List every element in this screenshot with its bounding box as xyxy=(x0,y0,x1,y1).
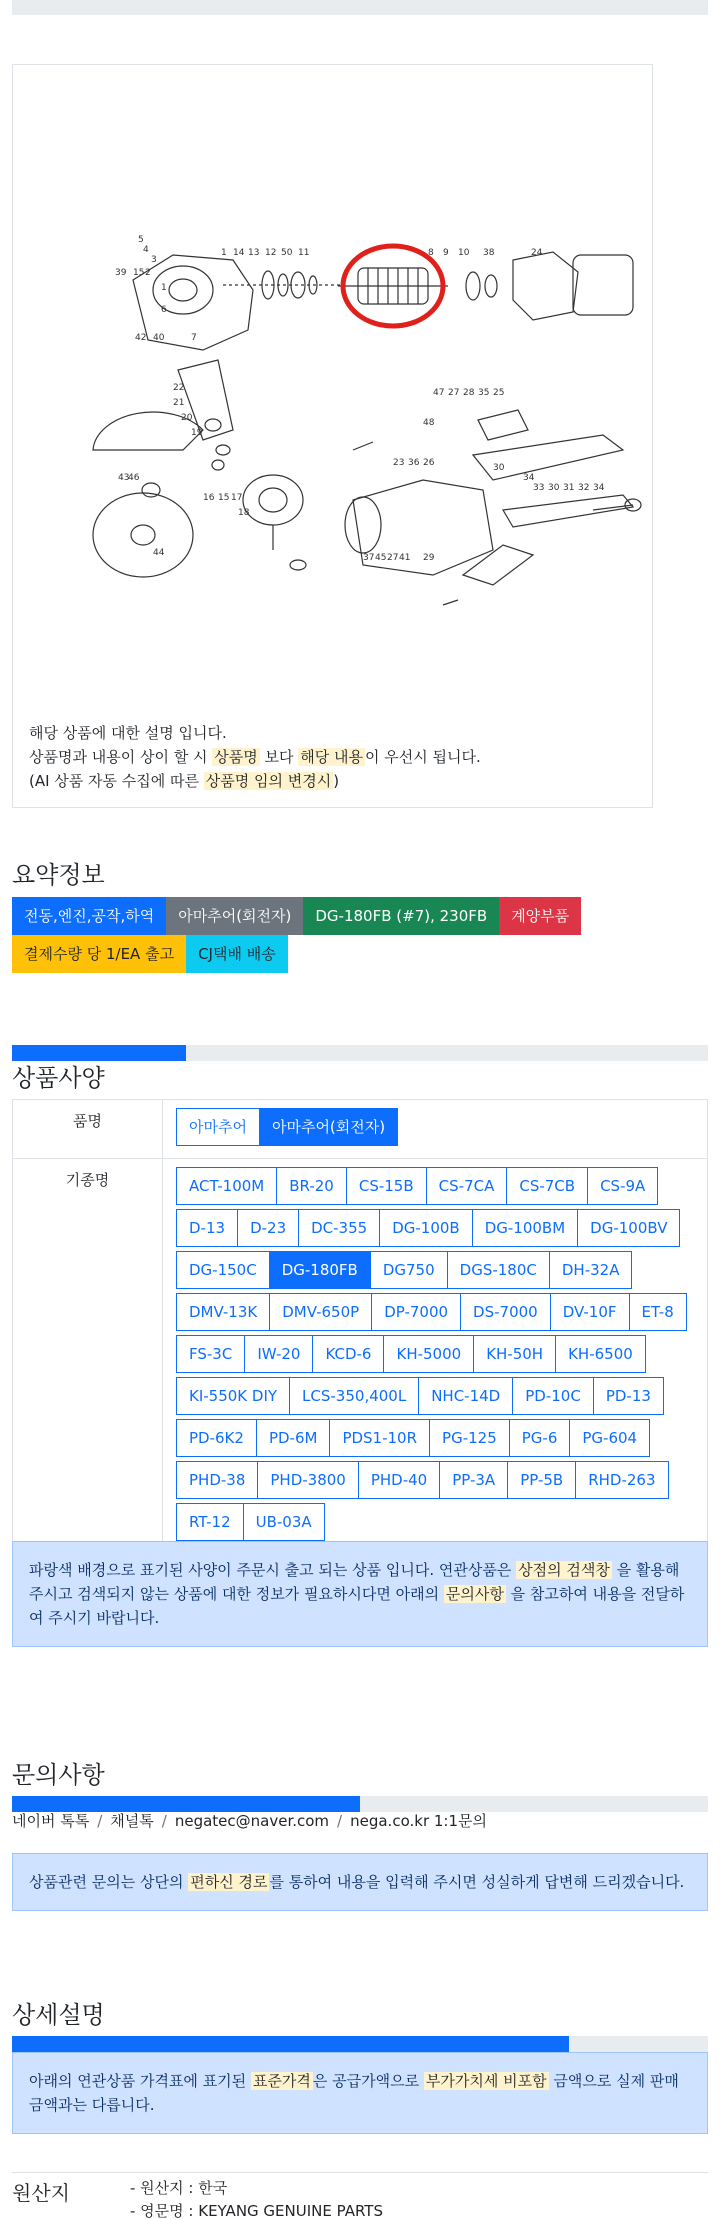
origin-label: 원산지 xyxy=(12,2181,70,2205)
svg-text:37: 37 xyxy=(363,553,375,563)
model-option-button[interactable]: PDS1-10R xyxy=(329,1419,430,1457)
summary-tag: 결제수량 당 1/EA 출고 xyxy=(12,935,186,973)
model-option-button[interactable]: PG-6 xyxy=(509,1419,571,1457)
svg-text:23: 23 xyxy=(393,458,405,468)
summary-title: 요약정보 xyxy=(12,861,105,889)
svg-text:40: 40 xyxy=(153,333,165,343)
summary-tag: 전동,엔진,공작,하역 xyxy=(12,897,166,935)
detail-progress-fill xyxy=(12,2036,569,2052)
svg-text:31: 31 xyxy=(563,483,575,493)
model-option-button[interactable]: KH-5000 xyxy=(383,1335,474,1373)
svg-text:24: 24 xyxy=(531,248,543,258)
svg-text:2: 2 xyxy=(145,268,151,278)
model-option-button[interactable]: PP-5B xyxy=(507,1461,576,1499)
model-option-button[interactable]: CS-7CB xyxy=(506,1167,588,1205)
model-option-button[interactable]: DG-150C xyxy=(176,1251,270,1289)
svg-text:11: 11 xyxy=(298,248,310,258)
contact-link[interactable]: 채널톡 xyxy=(110,1812,154,1830)
model-option-button[interactable]: RHD-263 xyxy=(575,1461,668,1499)
svg-text:34: 34 xyxy=(593,483,605,493)
name-option-button[interactable]: 아마추어(회전자) xyxy=(259,1108,398,1146)
link-separator: / xyxy=(97,1812,103,1830)
svg-text:27: 27 xyxy=(448,388,460,398)
image-notice-text xyxy=(29,721,481,793)
svg-text:42: 42 xyxy=(135,333,147,343)
model-option-button[interactable]: PG-125 xyxy=(429,1419,510,1457)
spec-label-name: 품명 xyxy=(13,1100,163,1158)
model-option-button[interactable]: RT-12 xyxy=(176,1503,244,1541)
model-option-button[interactable]: DG-100B xyxy=(379,1209,473,1247)
contact-link[interactable]: 네이버 톡톡 xyxy=(12,1812,90,1830)
spec-row-name xyxy=(13,1100,707,1159)
model-option-button[interactable]: PD-6M xyxy=(256,1419,331,1457)
svg-text:4: 4 xyxy=(143,245,149,255)
summary-tag: 아마추어(회전자) xyxy=(166,897,303,935)
svg-text:10: 10 xyxy=(458,248,470,258)
svg-text:30: 30 xyxy=(493,463,505,473)
svg-text:17: 17 xyxy=(231,493,243,503)
model-option-button[interactable]: KI-550K DIY xyxy=(176,1377,290,1415)
svg-text:34: 34 xyxy=(523,473,535,483)
model-option-button[interactable]: PD-13 xyxy=(593,1377,664,1415)
svg-text:22: 22 xyxy=(173,383,185,393)
summary-tags xyxy=(12,897,708,973)
model-option-button[interactable]: DGS-180C xyxy=(447,1251,550,1289)
model-option-button[interactable]: BR-20 xyxy=(276,1167,347,1205)
svg-text:7: 7 xyxy=(191,333,197,343)
model-option-button[interactable]: KH-50H xyxy=(473,1335,556,1373)
svg-text:19: 19 xyxy=(191,428,203,438)
svg-text:32: 32 xyxy=(578,483,590,493)
exploded-parts-diagram xyxy=(73,180,653,625)
contact-link[interactable]: negatec@naver.com xyxy=(174,1812,330,1830)
svg-text:46: 46 xyxy=(128,473,140,483)
svg-text:12: 12 xyxy=(265,248,277,258)
svg-text:1: 1 xyxy=(221,248,227,258)
svg-text:13: 13 xyxy=(248,248,260,258)
top-bar xyxy=(12,0,708,15)
spec-label-model: 기종명 xyxy=(13,1159,163,1553)
detail-notice: 아래의 연관상품 가격표에 표기된 표준가격 은 공급가액으로 부가가치세 비포함 금액으로 실제 판매금액과는 다릅니다. xyxy=(12,2052,708,2134)
svg-text:28: 28 xyxy=(463,388,475,398)
svg-text:38: 38 xyxy=(483,248,495,258)
origin-english-name: - 영문명 : KEYANG GENUINE PARTS xyxy=(130,2202,383,2220)
svg-text:36: 36 xyxy=(408,458,420,468)
svg-text:35: 35 xyxy=(478,388,490,398)
model-option-button[interactable]: DMV-13K xyxy=(176,1293,270,1331)
origin-section xyxy=(12,2172,708,2220)
link-separator: / xyxy=(161,1812,167,1830)
model-option-button[interactable]: PHD-3800 xyxy=(257,1461,358,1499)
svg-text:16: 16 xyxy=(203,493,215,503)
model-option-button[interactable]: CS-15B xyxy=(346,1167,427,1205)
svg-text:30: 30 xyxy=(548,483,560,493)
svg-text:45: 45 xyxy=(375,553,387,563)
svg-text:18: 18 xyxy=(238,508,250,518)
svg-text:41: 41 xyxy=(399,553,411,563)
svg-text:15: 15 xyxy=(133,268,145,278)
spec-notice: 파랑색 배경으로 표기된 사양이 주문시 출고 되는 상품 입니다. 연관상품은 상점의 검색창 을 활용해 주시고 검색되지 않는 상품에 대한 정보가 필요하시다면 아래의 문의사항 을 참고하여 내용을 전달하여 주시기 바랍니다. xyxy=(12,1541,708,1647)
origin-country: - 원산지 : 한국 xyxy=(130,2179,228,2197)
image-notice-line1: 해당 상품에 대한 설명 입니다. xyxy=(29,724,227,742)
model-option-button[interactable]: D-13 xyxy=(176,1209,238,1247)
spec-row-model xyxy=(13,1159,707,1553)
contact-links xyxy=(12,1810,487,1831)
svg-text:33: 33 xyxy=(533,483,545,493)
summary-tag: DG-180FB (#7), 230FB xyxy=(303,897,499,935)
name-options xyxy=(163,1100,707,1158)
svg-text:20: 20 xyxy=(181,413,193,423)
detail-title: 상세설명 xyxy=(12,2001,105,2029)
model-option-button[interactable]: NHC-14D xyxy=(418,1377,513,1415)
model-option-button[interactable]: DMV-650P xyxy=(269,1293,372,1331)
model-option-button[interactable]: DC-355 xyxy=(298,1209,380,1247)
model-option-button[interactable]: PHD-38 xyxy=(176,1461,258,1499)
model-option-button[interactable]: CS-9A xyxy=(587,1167,658,1205)
model-option-button[interactable]: DG-100BV xyxy=(577,1209,680,1247)
model-option-button[interactable]: ET-8 xyxy=(629,1293,687,1331)
model-option-button[interactable]: DS-7000 xyxy=(460,1293,551,1331)
model-option-button[interactable]: KH-6500 xyxy=(555,1335,646,1373)
svg-text:50: 50 xyxy=(281,248,293,258)
svg-text:39: 39 xyxy=(115,268,127,278)
model-option-button[interactable]: PG-604 xyxy=(569,1419,650,1457)
image-notice-line3: (AI 상품 자동 수집에 따른 상품명 임의 변경시 ) xyxy=(29,772,340,790)
detail-progress-bar xyxy=(12,2036,708,2052)
svg-text:27: 27 xyxy=(387,553,399,563)
model-option-button[interactable]: PD-10C xyxy=(512,1377,594,1415)
model-option-button[interactable]: KCD-6 xyxy=(312,1335,384,1373)
svg-text:1: 1 xyxy=(161,283,167,293)
svg-text:29: 29 xyxy=(423,553,435,563)
model-option-button[interactable]: DP-7000 xyxy=(371,1293,461,1331)
spec-title: 상품사양 xyxy=(12,1064,105,1092)
svg-text:26: 26 xyxy=(423,458,435,468)
inquiry-title: 문의사항 xyxy=(12,1761,105,1789)
name-option-button[interactable]: 아마추어 xyxy=(176,1108,260,1146)
svg-text:47: 47 xyxy=(433,388,445,398)
svg-text:44: 44 xyxy=(153,548,165,558)
model-options xyxy=(163,1159,707,1553)
svg-text:3: 3 xyxy=(151,255,157,265)
svg-text:6: 6 xyxy=(161,305,167,315)
image-notice-line2: 상품명과 내용이 상이 할 시 상품명 보다 해당 내용 이 우선시 됩니다. xyxy=(29,748,481,766)
model-option-button[interactable]: DV-10F xyxy=(550,1293,630,1331)
svg-text:15: 15 xyxy=(218,493,230,503)
svg-text:21: 21 xyxy=(173,398,185,408)
model-option-button[interactable]: DG-100BM xyxy=(472,1209,578,1247)
model-option-button[interactable]: D-23 xyxy=(237,1209,299,1247)
model-option-button[interactable]: PD-6K2 xyxy=(176,1419,257,1457)
model-option-button[interactable]: DH-32A xyxy=(549,1251,633,1289)
svg-text:8: 8 xyxy=(428,248,434,258)
svg-text:14: 14 xyxy=(233,248,245,258)
model-option-button[interactable]: PHD-40 xyxy=(358,1461,440,1499)
svg-text:9: 9 xyxy=(443,248,449,258)
contact-link[interactable]: nega.co.kr 1:1문의 xyxy=(350,1812,487,1830)
model-option-button[interactable]: PP-3A xyxy=(439,1461,508,1499)
model-option-button[interactable]: UB-03A xyxy=(243,1503,325,1541)
model-option-button[interactable]: LCS-350,400L xyxy=(289,1377,419,1415)
svg-text:5: 5 xyxy=(138,235,144,245)
svg-text:48: 48 xyxy=(423,418,435,428)
model-option-button[interactable]: DG750 xyxy=(370,1251,448,1289)
inquiry-notice: 상품관련 문의는 상단의 편하신 경로 를 통하여 내용을 입력해 주시면 성실하게 답변해 드리겠습니다. xyxy=(12,1853,708,1911)
summary-tag: CJ택배 배송 xyxy=(186,935,288,973)
model-option-button[interactable]: IW-20 xyxy=(244,1335,313,1373)
spec-table xyxy=(12,1099,708,1554)
link-separator: / xyxy=(337,1812,343,1830)
origin-lines xyxy=(130,2177,383,2220)
model-option-button[interactable]: FS-3C xyxy=(176,1335,245,1373)
model-option-button[interactable]: ACT-100M xyxy=(176,1167,277,1205)
summary-tag: 계양부품 xyxy=(499,897,581,935)
product-image-card xyxy=(12,64,653,808)
svg-text:25: 25 xyxy=(493,388,505,398)
model-option-button[interactable]: DG-180FB xyxy=(269,1251,371,1289)
svg-text:43: 43 xyxy=(118,473,130,483)
model-option-button[interactable]: CS-7CA xyxy=(426,1167,508,1205)
spec-progress-bar xyxy=(12,1045,708,1061)
